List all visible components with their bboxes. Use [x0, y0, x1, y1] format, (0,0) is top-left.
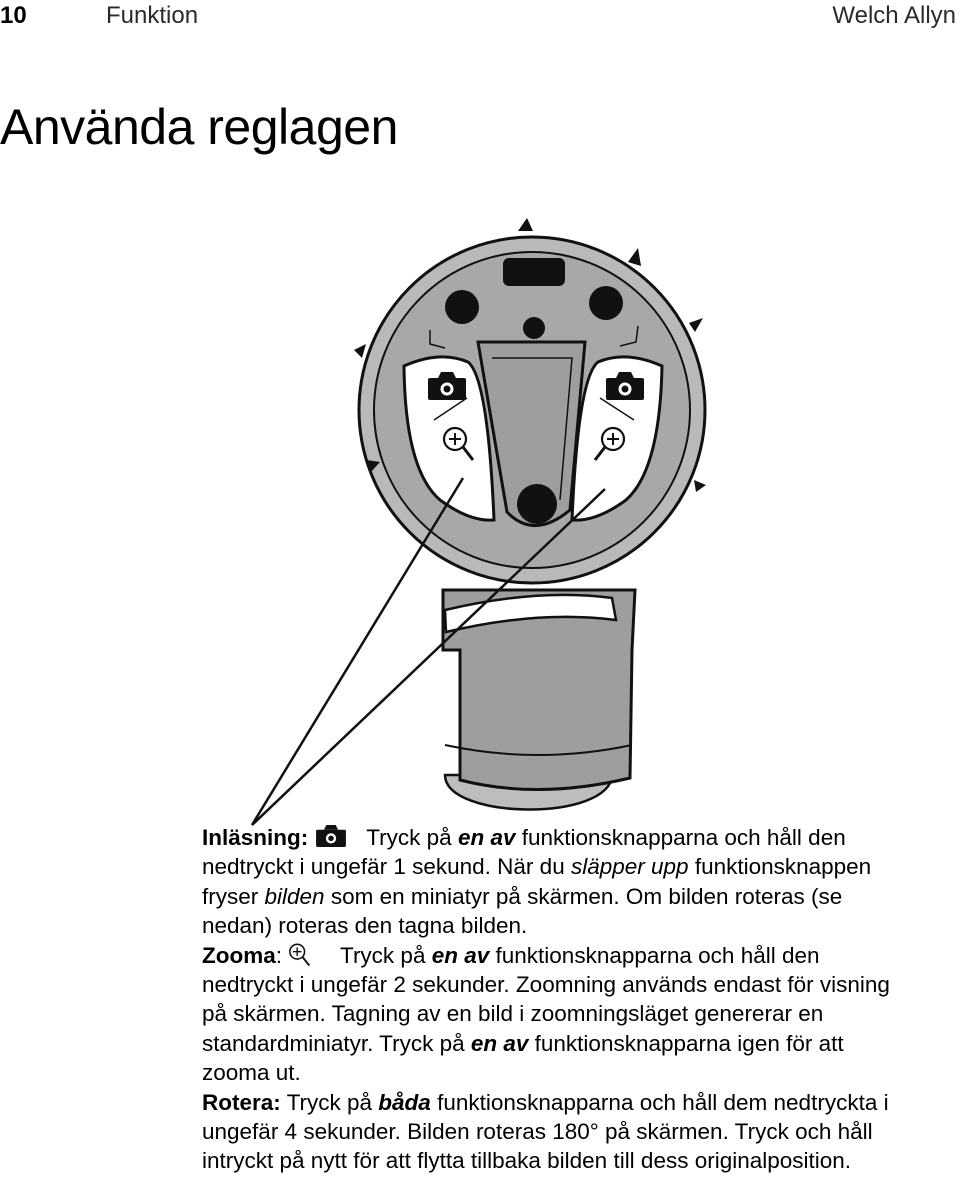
rotate-paragraph: Rotera: Tryck på båda funktionsknapparna och håll dem nedtryckta i ungefär 4 sekunder. Bilden roteras 180° på skärmen. Tryck och håll intryckt på nytt för att flytta tillbaka bilden till dess originalposition.: [202, 1089, 889, 1174]
rotate-label: Rotera:: [202, 1089, 281, 1115]
capture-paragraph: Inläsning: Tryck på en av funktionsknapparna och håll den nedtryckt i ungefär 1 sekund. När du släpper upp funktionsknappen fryser bilden som en miniatyr på skärmen. Om bilden roteras (se nedan) roteras den tagna bilden.: [202, 825, 872, 939]
zoom-in-icon: [286, 943, 324, 965]
device-handle: [443, 590, 635, 810]
page-number: 10: [0, 2, 27, 29]
device-head: [354, 218, 706, 583]
brand-name: Welch Allyn: [832, 2, 956, 29]
instructions: [202, 823, 902, 1176]
page-title: Använda reglagen: [0, 99, 398, 155]
section-name: Funktion: [106, 2, 199, 29]
camera-icon: [312, 825, 350, 847]
zoom-label: Zooma: [202, 942, 276, 968]
zoom-paragraph: Zooma: Tryck på en av funktionsknapparna och håll den nedtryckt i ungefär 2 sekunder. Zoomning används endast för visning på skärmen. Tagning av en bild i zoomningsläget genererar en standardminiatyr. Tryck på en av funktionsknapparna igen för att zooma ut.: [202, 942, 890, 1086]
capture-label: Inläsning:: [202, 825, 309, 850]
